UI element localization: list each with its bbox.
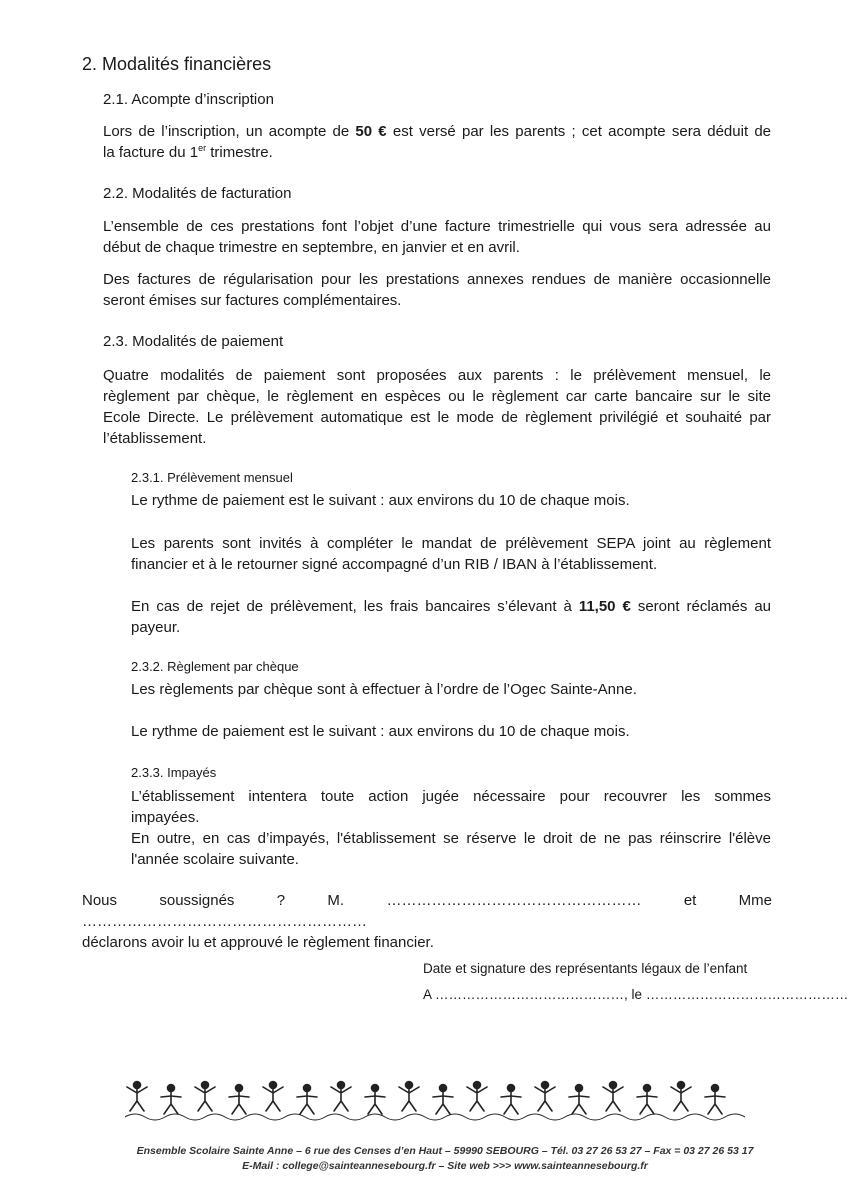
child-figure-icon: [705, 1085, 725, 1115]
date-field[interactable]: ………………………………………: [645, 987, 849, 1002]
paragraph-rythme-1: Le rythme de paiement est le suivant : aux environs du 10 de chaque mois.: [131, 492, 630, 509]
paragraph-line: payeur.: [131, 619, 181, 636]
paragraph-paiement: [103, 365, 771, 449]
child-figure-icon: [161, 1085, 181, 1115]
paragraph-line: financier et à le retourner signé accompagné d’un RIB / IBAN à l’établissement.: [131, 556, 658, 573]
child-figure-icon: [399, 1082, 419, 1112]
paragraph-line: Ecole Directe. Le prélèvement automatique est le mode de règlement privilégié et souhaité par: [103, 409, 771, 426]
paragraph-sepa: [131, 533, 771, 575]
child-figure-icon: [195, 1082, 215, 1112]
heading-2-3-2: 2.3.2. Règlement par chèque: [131, 659, 299, 674]
footer-contact: E-Mail : college@sainteannesebourg.fr – Site web >>> www.sainteannesebourg.fr: [242, 1160, 648, 1172]
footer-address: Ensemble Scolaire Sainte Anne – 6 rue des Censes d’en Haut – 59990 SEBOURG – Tél. 03 27 26 53 27 – Fax = 03 27 26 53 17: [136, 1145, 754, 1157]
paragraph-line: En cas de rejet de prélèvement, les frais bancaires s’élevant à 11,50 € seront réclamés au: [131, 598, 772, 615]
paragraph-line: seront émises sur factures complémentaires.: [103, 292, 402, 309]
name-field-mme[interactable]: …………………………………………………: [82, 913, 367, 930]
child-figure-icon: [671, 1082, 691, 1112]
heading-2-1: 2.1. Acompte d’inscription: [103, 91, 274, 108]
paragraph-line: L’ensemble de ces prestations font l’objet d’une facture trimestrielle qui vous sera adressée au: [103, 218, 771, 235]
paragraph-line: l’établissement.: [103, 430, 207, 447]
place-field[interactable]: ……………………………………: [435, 987, 625, 1002]
paragraph-line: Lors de l’inscription, un acompte de 50 € est versé par les parents ; cet acompte sera déduit de: [103, 123, 772, 140]
paragraph-line: la facture du 1er trimestre.: [103, 143, 273, 161]
paragraph-facturation-1: [103, 216, 771, 258]
paragraph-line: l'année scolaire suivante.: [131, 851, 299, 868]
paragraph-line: Les parents sont invités à compléter le mandat de prélèvement SEPA joint au règlement: [131, 535, 771, 552]
child-figure-icon: [535, 1082, 555, 1112]
heading-2-3-1: 2.3.1. Prélèvement mensuel: [131, 470, 293, 485]
paragraph-line: L’établissement intentera toute action jugée nécessaire pour recouvrer les sommes: [131, 788, 771, 805]
undersigned-line: déclarons avoir lu et approuvé le règlement financier.: [82, 934, 434, 951]
child-figure-icon: [365, 1085, 385, 1115]
amount-acompte: 50 €: [355, 123, 387, 140]
child-figure-icon: [467, 1082, 487, 1112]
child-figure-icon: [501, 1085, 521, 1115]
paragraph-rejet: [131, 596, 771, 638]
paragraph-facturation-2: [103, 269, 771, 311]
paragraph-line: règlement par chèque, le règlement en espèces ou le règlement car carte bancaire sur le site: [103, 388, 771, 405]
paragraph-line: Quatre modalités de paiement sont proposées aux parents : le prélèvement mensuel, le: [103, 367, 771, 384]
paragraph-line: début de chaque trimestre en septembre, en janvier et en avril.: [103, 239, 520, 256]
paragraph-line: Des factures de régularisation pour les prestations annexes rendues de manière occasionnelle: [103, 271, 771, 288]
children-decoration-icon: [125, 1075, 745, 1125]
child-figure-icon: [263, 1082, 283, 1112]
paragraph-acompte: [103, 121, 771, 163]
child-figure-icon: [433, 1085, 453, 1115]
child-figure-icon: [229, 1085, 249, 1115]
child-figure-icon: [331, 1082, 351, 1112]
heading-2-3: 2.3. Modalités de paiement: [103, 333, 284, 350]
heading-2-3-3: 2.3.3. Impayés: [131, 765, 217, 780]
undersigned-line: Nous soussignés ? M. …………………………………………… et Mme …………………………………………………: [82, 892, 773, 930]
paragraph-line: En outre, en cas d’impayés, l'établissement se réserve le droit de ne pas réinscrire l'élève: [131, 830, 771, 847]
signature-label: Date et signature des représentants légaux de l’enfant: [423, 961, 748, 976]
child-figure-icon: [569, 1085, 589, 1115]
signature-place-date: A ……………………………………, le ………………………………………: [423, 987, 849, 1002]
child-figure-icon: [127, 1082, 147, 1112]
undersigned-block: [82, 890, 772, 953]
paragraph-impayes: [131, 786, 771, 870]
amount-frais: 11,50 €: [578, 598, 631, 615]
child-figure-icon: [297, 1085, 317, 1115]
child-figure-icon: [637, 1085, 657, 1115]
paragraph-cheque: Les règlements par chèque sont à effectuer à l’ordre de l’Ogec Sainte-Anne.: [131, 681, 637, 698]
section-title: 2. Modalités financières: [82, 54, 272, 74]
paragraph-line: impayées.: [131, 809, 200, 826]
child-figure-icon: [603, 1082, 623, 1112]
heading-2-2: 2.2. Modalités de facturation: [103, 185, 292, 202]
name-field-m[interactable]: ……………………………………………: [386, 892, 642, 909]
paragraph-rythme-2: Le rythme de paiement est le suivant : aux environs du 10 de chaque mois.: [131, 723, 630, 740]
